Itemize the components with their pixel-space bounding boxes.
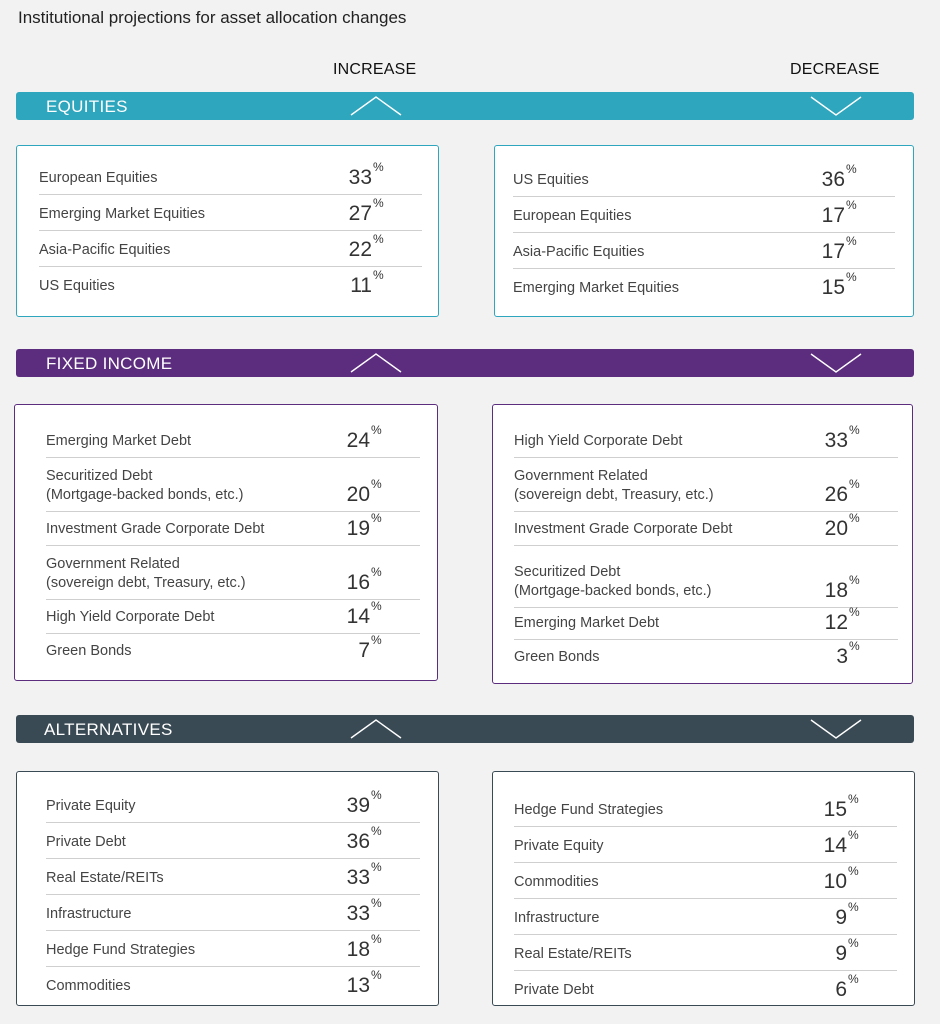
alternatives-decrease-row xyxy=(514,826,897,863)
percent-sign: % xyxy=(849,639,860,653)
percent-sign: % xyxy=(371,932,382,946)
percentage-number: 14 % xyxy=(346,599,382,628)
asset-class-label: Emerging Market Debt xyxy=(514,615,660,631)
equities-increase-row xyxy=(39,230,422,267)
percentage-number: 9 % xyxy=(835,936,859,965)
alternatives-decrease-row xyxy=(514,970,897,1006)
percent-sign: % xyxy=(846,234,857,248)
percentage-value xyxy=(787,864,859,894)
percentage-value xyxy=(787,792,859,822)
fixed-income-increase-panel xyxy=(14,404,438,681)
fixed-income-decrease-row xyxy=(514,607,898,640)
asset-class-label: Securitized Debt (Mortgage-backed bonds, etc.) xyxy=(514,564,712,599)
percentage-value xyxy=(787,972,859,1002)
percentage-number: 22 % xyxy=(348,232,384,261)
percentage-value xyxy=(312,160,384,190)
alternatives-increase-row xyxy=(46,930,420,967)
percentage-value xyxy=(310,511,382,541)
percent-sign: % xyxy=(371,633,382,647)
fixed-income-decrease-row xyxy=(514,545,898,608)
percentage-number: 20 % xyxy=(346,477,382,506)
percent-sign: % xyxy=(371,565,382,579)
percentage-number: 20 % xyxy=(824,511,860,540)
asset-class-label: Real Estate/REITs xyxy=(46,870,164,886)
percentage-value xyxy=(785,234,857,264)
asset-class-label: Asia-Pacific Equities xyxy=(39,242,171,258)
percent-sign: % xyxy=(371,477,382,491)
percent-sign: % xyxy=(849,511,860,525)
page-title: Institutional projections for asset allocation changes xyxy=(18,8,407,27)
alternatives-increase-row xyxy=(46,858,420,895)
percentage-number: 33 % xyxy=(824,423,860,452)
percentage-value xyxy=(787,828,859,858)
asset-class-label: Infrastructure xyxy=(46,906,132,922)
percentage-number: 15 % xyxy=(823,792,859,821)
asset-class-label: Commodities xyxy=(46,978,131,994)
alternatives-increase-row xyxy=(46,894,420,931)
percentage-value xyxy=(310,633,382,663)
percentage-value xyxy=(310,565,382,595)
chevron-down-icon xyxy=(809,349,863,377)
alternatives-section-title: ALTERNATIVES xyxy=(44,720,173,739)
fixed-income-decrease-panel xyxy=(492,404,913,684)
percent-sign: % xyxy=(848,900,859,914)
percent-sign: % xyxy=(846,270,857,284)
fixed-income-decrease-row xyxy=(514,419,898,458)
percentage-number: 33 % xyxy=(348,160,384,189)
percentage-number: 36 % xyxy=(821,162,857,191)
percent-sign: % xyxy=(371,968,382,982)
percentage-number: 10 % xyxy=(823,864,859,893)
equities-increase-row xyxy=(39,160,422,195)
percentage-value xyxy=(310,932,382,962)
asset-class-label: High Yield Corporate Debt xyxy=(514,433,683,449)
percentage-value xyxy=(788,477,860,507)
fixed-income-decrease-row xyxy=(514,639,898,673)
asset-class-label: Infrastructure xyxy=(514,910,600,926)
percent-sign: % xyxy=(371,824,382,838)
percent-sign: % xyxy=(373,268,384,282)
percentage-value xyxy=(312,232,384,262)
asset-class-label: Private Debt xyxy=(46,834,126,850)
alternatives-decrease-row xyxy=(514,786,897,827)
decrease-column-header: DECREASE xyxy=(790,61,880,78)
asset-class-label: European Equities xyxy=(513,208,632,224)
percent-sign: % xyxy=(371,599,382,613)
asset-class-label: Private Debt xyxy=(514,982,594,998)
asset-class-label: Hedge Fund Strategies xyxy=(514,802,664,818)
asset-class-label: US Equities xyxy=(513,172,589,188)
percentage-value xyxy=(788,573,860,603)
percent-sign: % xyxy=(848,828,859,842)
alternatives-increase-row xyxy=(46,786,420,823)
chevron-up-icon xyxy=(349,715,403,743)
percentage-number: 17 % xyxy=(821,198,857,227)
percentage-number: 11 % xyxy=(350,268,384,297)
asset-class-label: Green Bonds xyxy=(514,649,600,665)
percentage-number: 16 % xyxy=(346,565,382,594)
percentage-number: 36 % xyxy=(346,824,382,853)
alternatives-decrease-row xyxy=(514,934,897,971)
percentage-value xyxy=(785,198,857,228)
percent-sign: % xyxy=(849,573,860,587)
asset-class-label: US Equities xyxy=(39,278,115,294)
alternatives-increase-row xyxy=(46,966,420,1002)
equities-decrease-row xyxy=(513,268,895,304)
percentage-number: 39 % xyxy=(346,788,382,817)
percentage-value xyxy=(787,900,859,930)
percentage-number: 13 % xyxy=(346,968,382,997)
percentage-value xyxy=(310,896,382,926)
percentage-value xyxy=(310,788,382,818)
percent-sign: % xyxy=(848,936,859,950)
percentage-value xyxy=(788,605,860,635)
percentage-number: 7 % xyxy=(358,633,382,662)
percentage-value xyxy=(310,860,382,890)
percentage-value xyxy=(788,639,860,669)
percent-sign: % xyxy=(849,605,860,619)
asset-class-label: Green Bonds xyxy=(46,643,132,659)
asset-class-label: Emerging Market Debt xyxy=(46,433,192,449)
equities-decrease-panel xyxy=(494,145,914,317)
percentage-value xyxy=(310,477,382,507)
asset-class-label: Hedge Fund Strategies xyxy=(46,942,196,958)
asset-class-label: Investment Grade Corporate Debt xyxy=(46,521,265,537)
percentage-number: 6 % xyxy=(835,972,859,1001)
alternatives-decrease-panel xyxy=(492,771,915,1006)
asset-class-label: European Equities xyxy=(39,170,158,186)
asset-class-label: Private Equity xyxy=(46,798,136,814)
asset-class-label: Commodities xyxy=(514,874,599,890)
percent-sign: % xyxy=(371,423,382,437)
percentage-number: 14 % xyxy=(823,828,859,857)
asset-class-label: Investment Grade Corporate Debt xyxy=(514,521,733,537)
equities-increase-panel xyxy=(16,145,439,317)
fixed-income-decrease-row xyxy=(514,511,898,546)
percentage-number: 18 % xyxy=(824,573,860,602)
percentage-value xyxy=(787,936,859,966)
percent-sign: % xyxy=(373,232,384,246)
fixed-income-increase-row xyxy=(46,457,420,512)
percentage-number: 15 % xyxy=(821,270,857,299)
equities-decrease-row xyxy=(513,196,895,233)
percent-sign: % xyxy=(846,162,857,176)
percentage-value xyxy=(312,268,384,298)
percentage-number: 26 % xyxy=(824,477,860,506)
percentage-number: 27 % xyxy=(348,196,384,225)
percent-sign: % xyxy=(848,792,859,806)
fixed-income-increase-row xyxy=(46,419,420,458)
equities-decrease-row xyxy=(513,160,895,197)
chevron-down-icon xyxy=(809,715,863,743)
percent-sign: % xyxy=(371,511,382,525)
percentage-value xyxy=(785,270,857,300)
alternatives-decrease-row xyxy=(514,898,897,935)
equities-increase-row xyxy=(39,194,422,231)
asset-class-label: Emerging Market Equities xyxy=(39,206,206,222)
percentage-value xyxy=(310,968,382,998)
percentage-number: 24 % xyxy=(346,423,382,452)
asset-class-label: Private Equity xyxy=(514,838,604,854)
fixed-income-decrease-row xyxy=(514,457,898,512)
increase-column-header: INCREASE xyxy=(333,61,417,78)
percent-sign: % xyxy=(848,864,859,878)
percent-sign: % xyxy=(846,198,857,212)
alternatives-increase-panel xyxy=(16,771,439,1006)
asset-class-label: High Yield Corporate Debt xyxy=(46,609,215,625)
percentage-value xyxy=(785,162,857,192)
chevron-down-icon xyxy=(809,92,863,120)
percentage-number: 33 % xyxy=(346,896,382,925)
asset-class-label: Securitized Debt (Mortgage-backed bonds, etc.) xyxy=(46,468,244,503)
asset-class-label: Government Related (sovereign debt, Treasury, etc.) xyxy=(46,556,246,591)
percent-sign: % xyxy=(371,788,382,802)
percentage-number: 33 % xyxy=(346,860,382,889)
percentage-value xyxy=(312,196,384,226)
percentage-value xyxy=(788,423,860,453)
percentage-value xyxy=(310,599,382,629)
percentage-number: 19 % xyxy=(346,511,382,540)
chevron-up-icon xyxy=(349,92,403,120)
percent-sign: % xyxy=(373,160,384,174)
equities-increase-row xyxy=(39,266,422,302)
percentage-number: 9 % xyxy=(835,900,859,929)
asset-class-label: Real Estate/REITs xyxy=(514,946,632,962)
percent-sign: % xyxy=(848,972,859,986)
alternatives-section-band xyxy=(16,715,914,743)
chevron-up-icon xyxy=(349,349,403,377)
percentage-value xyxy=(310,824,382,854)
fixed-income-increase-row xyxy=(46,633,420,667)
percent-sign: % xyxy=(849,477,860,491)
percentage-number: 17 % xyxy=(821,234,857,263)
percentage-number: 3 % xyxy=(836,639,860,668)
fixed-income-increase-row xyxy=(46,545,420,600)
fixed-income-increase-row xyxy=(46,599,420,634)
alternatives-decrease-row xyxy=(514,862,897,899)
asset-class-label: Emerging Market Equities xyxy=(513,280,680,296)
asset-class-label: Government Related (sovereign debt, Treasury, etc.) xyxy=(514,468,714,503)
percent-sign: % xyxy=(371,860,382,874)
percent-sign: % xyxy=(849,423,860,437)
asset-class-label: Asia-Pacific Equities xyxy=(513,244,645,260)
alternatives-increase-row xyxy=(46,822,420,859)
percentage-value xyxy=(788,511,860,541)
equities-section-title: EQUITIES xyxy=(46,97,128,116)
equities-decrease-row xyxy=(513,232,895,269)
percent-sign: % xyxy=(373,196,384,210)
fixed-income-section-band xyxy=(16,349,914,377)
fixed-income-section-title: FIXED INCOME xyxy=(46,354,173,373)
percent-sign: % xyxy=(371,896,382,910)
percentage-value xyxy=(310,423,382,453)
fixed-income-increase-row xyxy=(46,511,420,546)
percentage-number: 12 % xyxy=(824,605,860,634)
percentage-number: 18 % xyxy=(346,932,382,961)
equities-section-band xyxy=(16,92,914,120)
